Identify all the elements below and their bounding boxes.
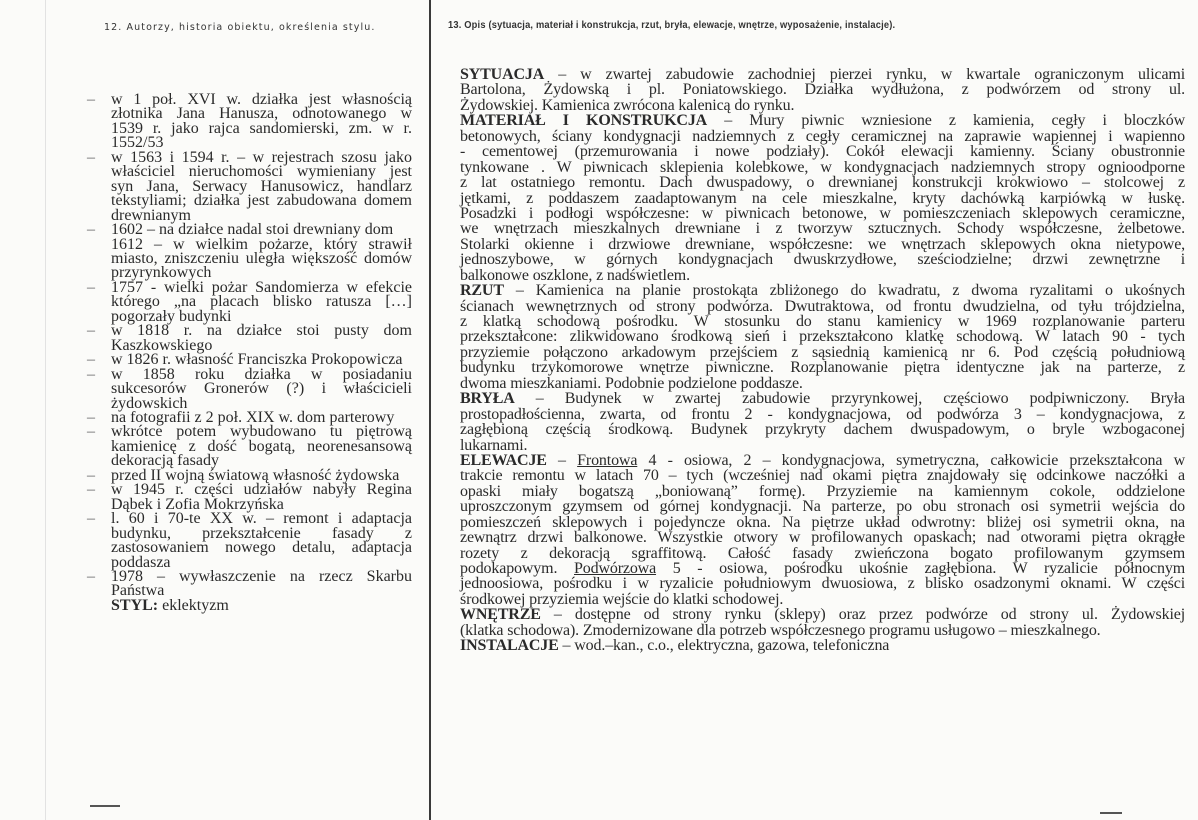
text-line: 1757 - wielki pożar Sandomierza w efekcie <box>111 278 412 296</box>
text-segment: Bartolona, Żydowską i pl. Poniatowskiego. Działka wydłużona, z podwórzem od strony ul. <box>460 81 1185 99</box>
text-line: Państwa <box>111 582 165 600</box>
text-line <box>460 191 1185 206</box>
dash-bullet: – <box>87 481 95 499</box>
history-item <box>87 481 412 513</box>
dash-bullet: – <box>87 510 95 528</box>
text-segment: trakcie remontu w latach 70 – tych (wcześniej nad okami piętra znajdowały się odcinkowe naczółki a <box>460 467 1185 485</box>
text-line <box>460 530 1185 545</box>
text-segment: – Mury piwnic wzniesione z kamienia, cegły i bloczków <box>707 112 1185 130</box>
text-line: dekoracją fasady <box>111 452 219 470</box>
dash-bullet: – <box>87 91 95 108</box>
text-segment: betonowych, ściany kondygnacji nadziemnych z cegły ceramicznej na zaprawie wapiennej i wapienno <box>460 127 1185 145</box>
text-line: l. 60 i 70-te XX w. – remont i adaptacja <box>111 510 412 528</box>
description-section <box>460 453 1185 607</box>
text-line <box>460 546 1185 561</box>
text-line <box>460 407 1185 422</box>
underlined-term: Podwórzowa <box>574 560 657 577</box>
text-line: syn Jana, Serwacy Hanusowicz, handlarz <box>111 177 412 195</box>
dash-bullet: – <box>87 351 95 369</box>
description-section <box>460 113 1185 283</box>
text-segment: 4 - osiowa, 2 – kondygnacjowa, symetryczna, całkowicie przekształcona w <box>637 451 1185 469</box>
text-line <box>460 329 1185 344</box>
text-line: Dąbek i Zofia Mokrzyńska <box>111 495 284 513</box>
text-line: zastosowaniem nowego detalu, adaptacja <box>111 539 412 557</box>
text-line: kamienicę z dość bogatą, neorenesansową <box>111 437 412 455</box>
history-item <box>87 91 412 152</box>
text-line <box>460 129 1185 144</box>
section-heading: MATERIAŁ I KONSTRUKCJA <box>460 112 708 130</box>
text-segment: rozety z dekoracją sgraffitową. Całość fasady zwieńczona bogato profilowanym gzymsem <box>460 544 1185 562</box>
text-line: właściciel nieruchomości wymieniany jest <box>111 163 412 181</box>
text-segment: Posadzki i podłogi współczesne: w piwnicach betonowe, w pomieszczeniach sklepowych ceramiczne, <box>460 204 1185 222</box>
text-segment: – dostępne od strony rynku (sklepy) oraz przez podwórze od strony ul. Żydowskiej <box>540 606 1185 624</box>
text-line <box>460 360 1185 375</box>
section-heading: SYTUACJA <box>460 66 545 83</box>
style-value: eklektyzm <box>158 596 229 614</box>
history-item <box>87 148 412 224</box>
text-line: przyrynkowych <box>111 264 212 282</box>
history-item <box>87 423 412 470</box>
style-line <box>111 596 412 614</box>
text-segment: Żydowskiej. Kamienica zwrócona kalenicą do rynku. <box>460 96 795 114</box>
text-line <box>460 515 1185 530</box>
text-line <box>460 82 1185 97</box>
text-line <box>460 98 1185 113</box>
text-segment: dwoma mieszkaniami. Podobnie podzielone poddasze. <box>460 374 803 392</box>
column-divider <box>429 0 431 820</box>
history-list <box>87 91 412 614</box>
text-line: drewnianym <box>111 206 191 224</box>
dash-bullet: – <box>87 148 95 166</box>
text-line <box>460 453 1185 468</box>
text-segment: – w zwartej zabudowie zachodniej pierzei rynku, w kwartale ograniczonym ulicami <box>544 66 1185 83</box>
description-section <box>460 67 1185 113</box>
text-line: Kaszkowskiego <box>111 336 213 354</box>
section-heading: WNĘTRZE <box>460 606 541 624</box>
text-segment: podokapowym. <box>460 560 574 577</box>
text-line: 1602 – na działce nadal stoi drewniany dom <box>111 221 394 239</box>
text-line: w 1945 r. części udziałów nabyły Regina <box>111 481 412 499</box>
text-line: żydowskich <box>111 394 188 412</box>
text-line: sukcesorów Gronerów (?) i właścicieli <box>111 380 412 398</box>
text-line: złotnika Jana Hanusza, odnotowanego w <box>111 105 412 123</box>
text-segment: przyziemie połączono arkadowym przejściem z sąsiednią kamienicą nr 6. Pod częścią południową <box>460 343 1185 361</box>
history-item <box>87 510 412 571</box>
dash-bullet: – <box>87 278 95 296</box>
section-heading: INSTALACJE <box>460 637 559 655</box>
text-segment: – wod.–kan., c.o., elektryczna, gazowa, telefoniczna <box>558 637 890 655</box>
text-line: w 1858 roku działka w posiadaniu <box>111 365 412 383</box>
text-segment: jednoszybowe, w górnych kondygnacjach dwuskrzydłowe, sześciodzielne; drzwi zewnętrzne i <box>460 251 1185 269</box>
text-line <box>460 438 1185 453</box>
text-line <box>460 252 1185 267</box>
text-line: poddasza <box>111 553 171 571</box>
text-line <box>460 376 1185 391</box>
text-segment: Stolarki okienne i drzwiowe drewniane, współczesne: we wnętrzach sklepowych okna nietypowe, <box>460 235 1185 253</box>
dash-bullet: – <box>87 322 95 340</box>
text-line <box>460 160 1185 175</box>
text-line: miasto, zniszczeniu uległa większość domów <box>111 249 412 267</box>
text-segment: z klatką schodową pośrodku. W stosunku do stanu kamienicy w 1969 rozplanowanie parteru <box>460 313 1185 330</box>
description-text <box>460 67 1185 654</box>
text-segment: prostopadłościenna, zwarta, od frontu 2 - kondygnacjowa, od podwórza 3 – kondygnacjowa, z <box>460 405 1185 423</box>
description-section <box>460 391 1185 453</box>
left-section-header: 12. Autorzy, historia obiektu, określenia stylu. <box>104 22 376 33</box>
text-segment: uproszczonym gzymsem od górnej kondygnacji. Na parterze, po obu stronach osi symetrii wejścia do <box>460 498 1185 516</box>
text-line <box>460 561 1185 576</box>
text-segment: przekształcone: zlikwidowano środkową sień i przekształcono klatkę schodową. W latach 90 - tych <box>460 328 1185 346</box>
scan-mark <box>1100 812 1122 814</box>
text-line <box>460 638 1185 653</box>
text-line: przed II wojną światową własność żydowska <box>111 466 400 484</box>
text-segment: jętkami, z poddaszem zaadaptowanym na cele mieszkalne, kryty dachówką karpiówką w łuskę. <box>460 189 1185 207</box>
description-section <box>460 607 1185 638</box>
text-line <box>460 268 1185 283</box>
text-segment: tynkowane . W piwnicach sklepienia kolebkowe, w kondygnacjach nadziemnych stropy ognioodporne <box>460 158 1185 176</box>
text-line: tekstyliami; działka jest zabudowana domem <box>111 192 412 210</box>
text-segment: balkonowe oszklone, z nadświetlem. <box>460 266 690 284</box>
text-line: 1539 r. jako rajca sandomierski, zm. w r. <box>111 119 412 137</box>
text-line <box>460 175 1185 190</box>
text-segment: zagłębioną częścią środkową. Budynek przykryty dachem dwuspadowym, o bryle wzbogaconej <box>460 421 1185 439</box>
section-heading: BRYŁA <box>460 390 515 408</box>
text-line <box>460 314 1185 329</box>
text-line <box>460 499 1185 514</box>
text-segment: z lat ostatniego remontu. Dach dwuspadowy, o drewnianej konstrukcji krokwiowo – stolcowej z <box>460 174 1185 192</box>
text-segment: jednoosiowa, pośrodku i w ryzalicie południowym dwuosiowa, z blisko osadzonymi oknami. W części <box>460 575 1185 593</box>
dash-bullet: – <box>87 466 95 484</box>
section-heading: ELEWACJE <box>460 451 547 469</box>
text-line <box>460 113 1185 128</box>
scan-mark <box>90 805 120 807</box>
text-line: 1552/53 <box>111 134 164 152</box>
text-line: pogorzały budynki <box>111 307 232 325</box>
text-segment: budynku trzykomorowe wnętrze piwniczne. Rozplanowanie piętra identyczne jak na parterze, z <box>460 359 1185 377</box>
text-segment: (klatka schodowa). Zmodernizowane dla potrzeb współczesnego programu usługowo – mieszkalnego. <box>460 621 1101 639</box>
history-item <box>111 235 412 282</box>
text-line <box>460 468 1185 483</box>
text-line <box>460 345 1185 360</box>
text-line <box>460 623 1185 638</box>
text-segment: – Kamienica na planie prostokąta zbliżonego do kwadratu, z dwoma ryzalitami o ukośnych <box>503 282 1185 300</box>
history-item <box>87 567 412 600</box>
text-segment: 5 - osiowa, pośrodku ukośnie zagłębiona. W ryzalicie północnym <box>656 560 1186 577</box>
history-item <box>87 365 412 412</box>
text-line: budynku, przekształcenie fasady z <box>111 524 412 542</box>
history-item <box>87 278 412 325</box>
text-line <box>460 576 1185 591</box>
text-line <box>460 237 1185 252</box>
text-line <box>460 422 1185 437</box>
text-line: w 1563 i 1594 r. – w rejestrach szosu jako <box>111 148 412 166</box>
text-line: w 1 poł. XVI w. działka jest własnością <box>111 91 412 108</box>
text-segment: zewnątrz drzwi balkonowe. Wszystkie otwory w profilowanych opaskach; nad otworami piętra okrągłe <box>460 529 1185 547</box>
text-segment: we wnętrzach mieszkalnych drewniane i z tworzyw sztucznych. Schody współczesne, żelbetowe. <box>460 220 1185 238</box>
right-section-header: 13. Opis (sytuacja, materiał i konstrukcja, rzut, bryła, elewacje, wnętrze, wyposażenie, instalacje). <box>448 20 896 31</box>
text-line <box>460 607 1185 622</box>
text-segment: opaski miały bogatszą „boniowaną” formę). Przyziemie na kamiennym cokole, oddzielone <box>460 482 1185 500</box>
history-item <box>87 322 412 354</box>
dash-bullet: – <box>87 365 95 383</box>
section-heading: RZUT <box>460 282 504 300</box>
style-label: STYL: <box>111 596 159 614</box>
dash-bullet: – <box>87 567 95 585</box>
text-line: którego „na placach blisko ratusza […] <box>111 293 412 311</box>
text-line: 1612 – w wielkim pożarze, który strawił <box>111 235 412 253</box>
text-segment: – Budynek w zwartej zabudowie przyrynkowej, częściowo podpiwniczony. Bryła <box>514 390 1185 408</box>
text-segment: ścianach wewnętrznych od strony podwórza. Dwutraktowa, od frontu dwudzielna, od tyłu trójdzielna, <box>460 297 1185 315</box>
text-segment: – <box>546 451 578 469</box>
text-line <box>460 592 1185 607</box>
text-segment: lukarnami. <box>460 436 528 454</box>
description-section <box>460 638 1185 653</box>
text-line <box>460 391 1185 406</box>
scan-edge-line <box>45 0 46 820</box>
text-line <box>460 206 1185 221</box>
text-line <box>460 144 1185 159</box>
text-line: w 1826 r. własność Franciszka Prokopowicza <box>111 351 403 369</box>
text-segment: środkowej przyziemia wejście do klatki schodowej. <box>460 590 784 608</box>
text-line <box>460 299 1185 314</box>
text-line <box>460 221 1185 236</box>
description-section <box>460 283 1185 391</box>
text-line <box>460 283 1185 298</box>
text-segment: - cementowej (przemurowania i nowe podziały). Cokół elewacji kamienny. Ściany obustronnie <box>460 143 1185 161</box>
dash-bullet: – <box>87 408 95 426</box>
text-line: na fotografii z 2 poł. XIX w. dom parterowy <box>111 408 395 426</box>
underlined-term: Frontowa <box>577 451 638 469</box>
text-segment: pomieszczeń sklepowych i pojedyncze okna. Na piętrze układ odwrotny: bliżej osi symetrii okna, na <box>460 513 1185 531</box>
text-line <box>460 484 1185 499</box>
dash-bullet: – <box>87 423 95 441</box>
text-line: wkrótce potem wybudowano tu piętrową <box>111 423 412 441</box>
text-line: w 1818 r. na działce stoi pusty dom <box>111 322 412 340</box>
text-line: 1978 – wywłaszczenie na rzecz Skarbu <box>111 567 412 585</box>
dash-bullet: – <box>87 221 95 239</box>
